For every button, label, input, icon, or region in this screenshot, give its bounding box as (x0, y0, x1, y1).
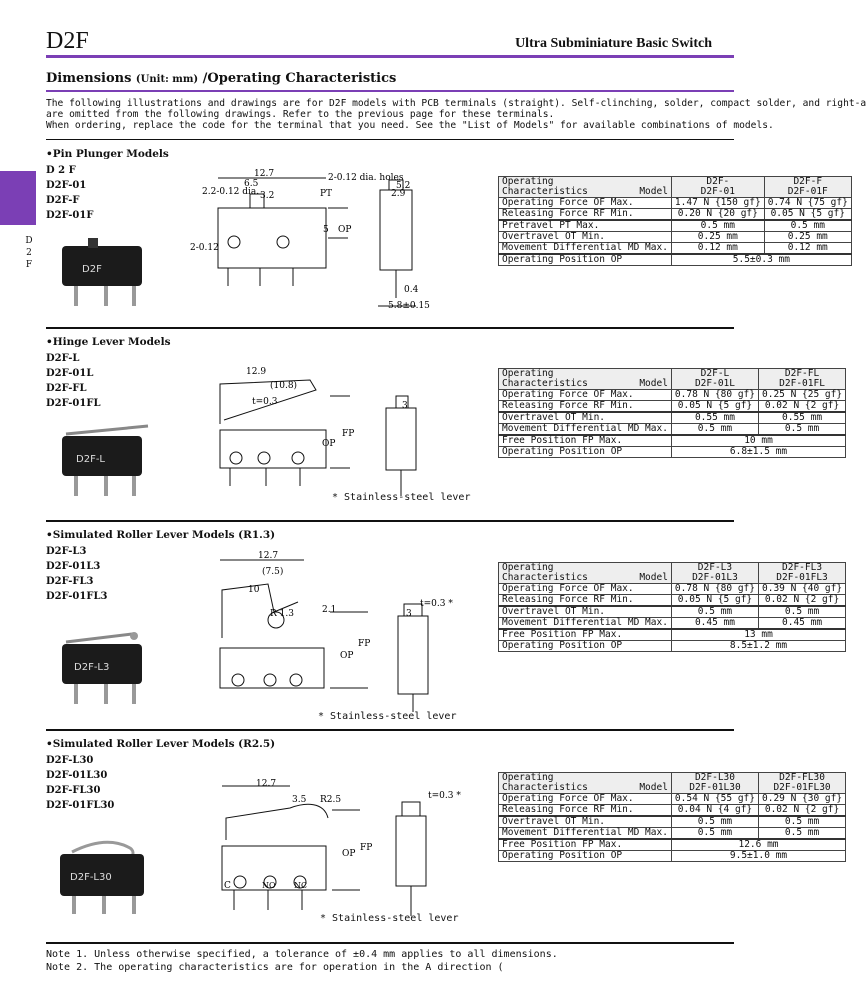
svg-text:2-0.12 dia. holes: 2-0.12 dia. holes (328, 173, 404, 183)
svg-text:OP: OP (340, 651, 354, 661)
svg-text:t=0.3: t=0.3 (252, 397, 278, 407)
svg-text:FP: FP (358, 639, 371, 649)
svg-text:10: 10 (248, 585, 260, 595)
group-heading-roller-r13: •Simulated Roller Lever Models (R1.3) (46, 529, 276, 541)
switch-photo-hinge-lever (52, 420, 162, 500)
svg-text:OP: OP (338, 225, 352, 235)
svg-text:6.5: 6.5 (244, 179, 259, 189)
dimension-drawing-hinge-lever (200, 360, 450, 500)
svg-text:2.2-0.12 dia.: 2.2-0.12 dia. (202, 187, 260, 197)
svg-text:12.7: 12.7 (254, 169, 275, 179)
intro-divider (46, 139, 734, 140)
photo-label: D2F (82, 264, 102, 275)
svg-text:12.7: 12.7 (256, 779, 277, 789)
svg-text:FP: FP (342, 429, 355, 439)
model-list-roller-r25: D2F-L30 D2F-01L30 D2F-FL30 D2F-01FL30 (46, 755, 115, 811)
svg-text:2.9: 2.9 (391, 189, 406, 199)
svg-text:3: 3 (406, 609, 412, 619)
svg-text:R 1.3: R 1.3 (270, 609, 294, 619)
svg-text:5.2: 5.2 (396, 181, 411, 191)
svg-text:2.1: 2.1 (322, 605, 337, 615)
group-heading-hinge-lever: •Hinge Lever Models (46, 336, 171, 348)
svg-text:5: 5 (323, 225, 329, 235)
brand-name: D2F (46, 28, 89, 54)
svg-text:3.5: 3.5 (292, 795, 307, 805)
model-list-pin-plunger: D 2 F D2F-01 D2F-F D2F-01F (46, 165, 94, 221)
spec-table-roller-r13: Operating Characteristics Model D2F-L3 D2F-01L3 D2F-FL3 D2F-01FL3 Operating Force OF Max. 0.78 N {80 gf} 0.39 N {40 gf} Releasing Force RF Min. 0.05 N {5 gf} 0.02 N {2 gf} Overtravel OT Min. 0.5 mm 0.5 mm Movement Differential MD Max. 0.45 mm 0.45 mm Free Position FP Max. 13 mm Operating Position OP 8.5±1.2 mm (498, 562, 846, 652)
svg-text:12.9: 12.9 (246, 367, 267, 377)
document-title: Ultra Subminiature Basic Switch (515, 36, 712, 51)
lever-note-roller-r13: * Stainless-steel lever (318, 711, 457, 722)
lever-note-roller-r25: * Stainless-steel lever (320, 913, 459, 924)
svg-text:(7.5): (7.5) (262, 567, 284, 577)
section-divider (46, 90, 734, 92)
svg-text:OP: OP (322, 439, 336, 449)
svg-text:OP: OP (342, 849, 356, 859)
switch-photo-roller-r13 (52, 630, 162, 710)
section-title: Dimensions (Unit: mm) /Operating Characteristics (46, 71, 397, 86)
model-list-hinge-lever: D2F-L D2F-01L D2F-FL D2F-01FL (46, 353, 101, 409)
group-heading-pin-plunger: •Pin Plunger Models (46, 148, 169, 160)
svg-text:t=0.3 *: t=0.3 * (420, 599, 453, 609)
svg-text:3: 3 (402, 401, 408, 411)
svg-text:5.8±0.15: 5.8±0.15 (388, 301, 430, 311)
svg-text:FP: FP (360, 843, 373, 853)
switch-photo-roller-r25 (52, 838, 162, 918)
spec-table-roller-r25: Operating Characteristics Model D2F-L30 D2F-01L30 D2F-FL30 D2F-01FL30 Operating Force OF Max. 0.54 N {55 gf} 0.29 N {30 gf} Releasing Force RF Min. 0.04 N {4 gf} 0.02 N {2 gf} Overtravel OT Min. 0.5 mm 0.5 mm Movement Differential MD Max. 0.5 mm 0.5 mm Free Position FP Max. 12.6 mm Operating Position OP 9.5±1.0 mm (498, 772, 846, 862)
svg-text:R2.5: R2.5 (320, 795, 342, 805)
switch-photo-pin-plunger (52, 232, 162, 312)
group-divider (46, 327, 734, 329)
svg-text:PT: PT (320, 189, 333, 199)
svg-text:D2F-L30: D2F-L30 (70, 872, 112, 883)
svg-text:0.4: 0.4 (404, 285, 419, 295)
group-divider (46, 520, 734, 522)
svg-text:C: C (224, 881, 231, 891)
footer-divider (46, 942, 734, 944)
group-divider (46, 729, 734, 731)
model-list-roller-r13: D2F-L3 D2F-01L3 D2F-FL3 D2F-01FL3 (46, 546, 108, 602)
lever-note-hinge: * Stainless-steel lever (332, 492, 471, 503)
spec-table-pin-plunger: Operating Characteristics Model D2F- D2F-01 D2F-F D2F-01F Operating Force OF Max. 1.47 N {150 gf} 0.74 N {75 gf} Releasing Force RF Min. 0.20 N {20 gf} 0.05 N {5 gf} Pretravel PT Max. 0.5 mm 0.5 mm Overtravel OT Min. 0.25 mm 0.25 mm Movement Differential MD Max. 0.12 mm 0.12 mm Operating Position OP 5.5±0.3 mm (498, 176, 852, 266)
header-divider (46, 55, 734, 58)
svg-text:12.7: 12.7 (258, 551, 279, 561)
group-heading-roller-r25: •Simulated Roller Lever Models (R2.5) (46, 738, 276, 750)
side-tab (0, 171, 36, 225)
svg-text:t=0.3 *: t=0.3 * (428, 791, 461, 801)
note-2: Note 2. The operating characteristics are for operation in the A direction ( (46, 962, 504, 973)
svg-text:NO: NO (262, 881, 276, 890)
svg-text:NC: NC (294, 881, 308, 890)
svg-text:(10.8): (10.8) (270, 381, 298, 391)
svg-text:D2F-L3: D2F-L3 (74, 662, 110, 673)
side-tab-label: D 2 F (25, 236, 33, 270)
spec-table-hinge-lever: Operating Characteristics Model D2F-L D2F-01L D2F-FL D2F-01FL Operating Force OF Max. 0.78 N {80 gf} 0.25 N {25 gf} Releasing Force RF Min. 0.05 N {5 gf} 0.02 N {2 gf} Overtravel OT Min. 0.55 mm 0.55 mm Movement Differential MD Max. 0.5 mm 0.5 mm Free Position FP Max. 10 mm Operating Position OP 6.8±1.5 mm (498, 368, 846, 458)
svg-text:D2F-L: D2F-L (76, 454, 105, 465)
dimension-drawing-pin-plunger (188, 168, 448, 318)
dimension-drawing-roller-r13 (208, 552, 478, 712)
svg-text:2-0.12: 2-0.12 (190, 243, 219, 253)
intro-text: The following illustrations and drawings are for D2F models with PCB terminals (straight). Self-clinching, solder, compact solder, and right-a are omitted from the following drawings. Refer to the previous page for these terminals. When ordering, replace the code for the terminal that you need. See the "List of Models" for available combinations of models. (46, 98, 866, 131)
dimension-drawing-roller-r25 (210, 780, 480, 920)
note-1: Note 1. Unless otherwise specified, a tolerance of ±0.4 mm applies to all dimensions. (46, 949, 558, 960)
svg-text:3.2: 3.2 (260, 191, 275, 201)
